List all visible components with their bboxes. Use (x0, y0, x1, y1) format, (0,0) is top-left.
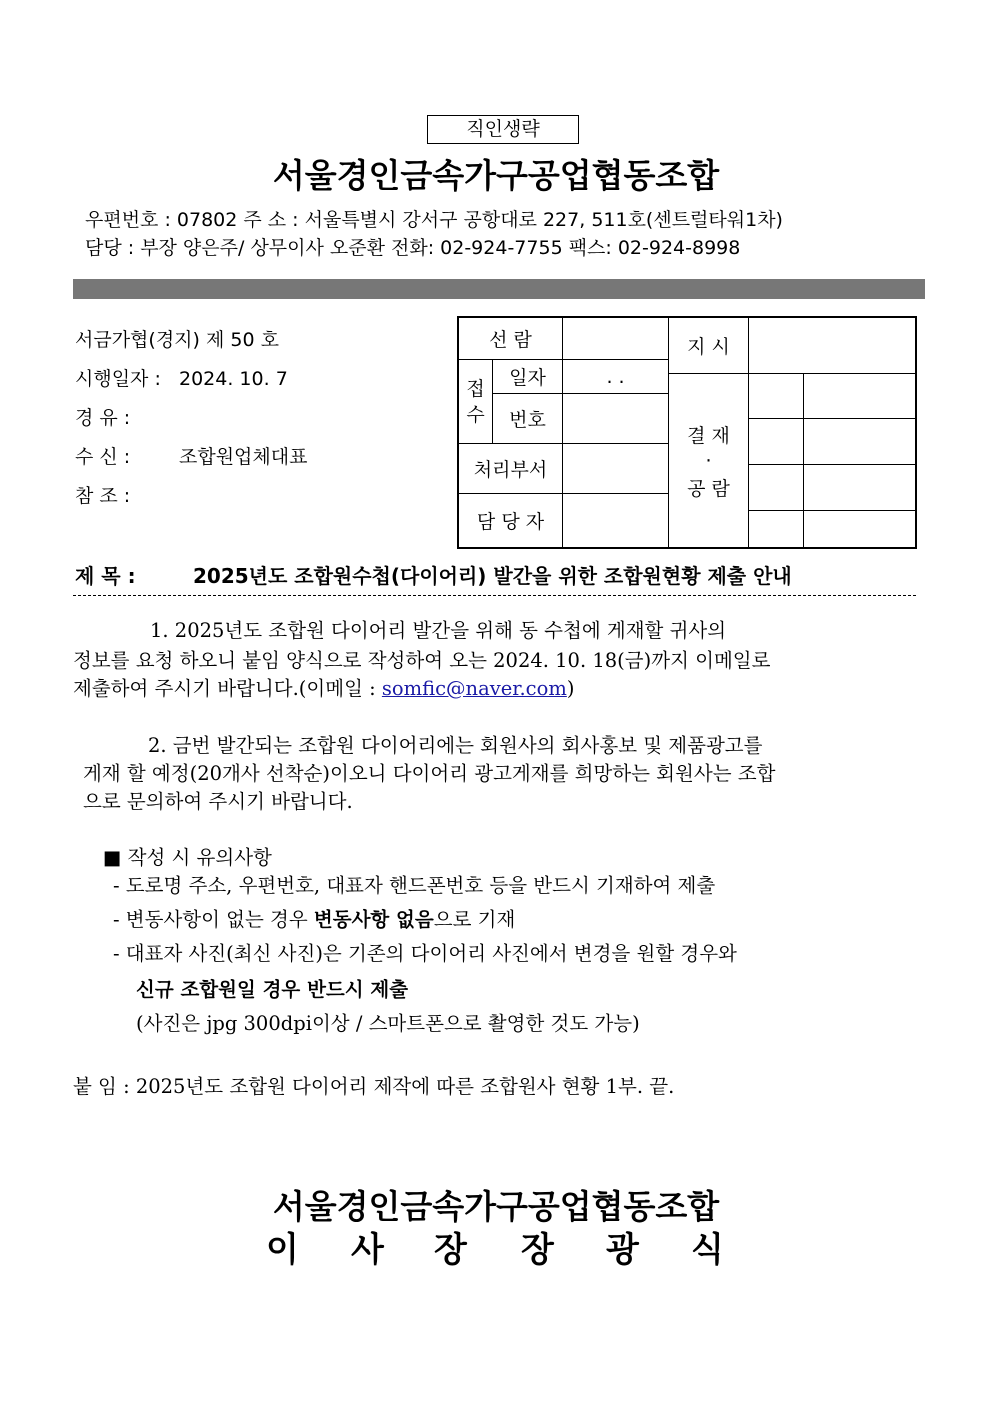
jeopsu-label: 접 수 (459, 360, 493, 444)
paragraph-2-line-1: 2. 금번 발간되는 조합원 다이어리에는 회원사의 회사홍보 및 제품광고를 (148, 734, 763, 757)
damdang-label: 담 당 자 (459, 494, 563, 547)
ceo-char: 사 (351, 1230, 384, 1270)
note-3-paren: (사진은 jpg 300dpi이상 / 스마트폰으로 촬영한 것도 가능) (136, 1012, 640, 1035)
subject-label: 제 목 : (75, 564, 136, 588)
stamp-omitted-box: 직인생략 (427, 115, 579, 144)
damdang-value (563, 494, 669, 547)
paragraph-1-line-1: 1. 2025년도 조합원 다이어리 발간을 위해 동 수첩에 게재할 귀사의 (150, 619, 727, 642)
reference-row (75, 481, 179, 508)
cheori-value (563, 444, 669, 494)
ceo-char: 이 (266, 1230, 299, 1270)
attachment-line: 붙 임 : 2025년도 조합원 다이어리 제작에 따른 조합원사 현황 1부. 끝. (73, 1075, 675, 1098)
beonho-value (563, 394, 669, 444)
sign-cell (804, 419, 915, 465)
beonho-label: 번호 (493, 394, 563, 444)
ceo-char: 식 (691, 1230, 724, 1270)
cheori-label: 처리부서 (459, 444, 563, 494)
postal-address-line: 우편번호 : 07802 주 소 : 서울특별시 강서구 공항대로 227, 511호(센트럴타워1차) (85, 209, 783, 231)
notes-header: ■ 작성 시 유의사항 (103, 846, 272, 869)
sign-cell (804, 511, 915, 547)
sign-cell (804, 374, 915, 419)
dashed-divider (73, 595, 916, 596)
note-2-pre: - 변동사항이 없는 경우 (113, 908, 314, 931)
ceo-char: 장 (434, 1230, 467, 1270)
gyeoljae-dot: · (705, 449, 712, 472)
recipient-value: 조합원업체대표 (179, 446, 308, 468)
paragraph-2-line-3: 으로 문의하여 주시기 바랍니다. (83, 790, 353, 813)
seonram-value (563, 318, 669, 360)
ceo-char: 광 (606, 1230, 639, 1270)
ilja-value: . . (563, 360, 669, 394)
sign-cell (749, 511, 804, 547)
gongram-text: 공 람 (687, 477, 730, 500)
sign-cell (804, 465, 915, 511)
paragraph-1-line-3 (73, 673, 574, 701)
jisi-value (749, 318, 915, 374)
note-2-bold: 변동사항 없음 (313, 908, 434, 931)
paragraph-1-line-3-pre: 제출하여 주시기 바랍니다.(이메일 : (73, 677, 382, 700)
recipient-label: 수 신 : (75, 446, 131, 468)
via-label: 경 유 : (75, 407, 131, 429)
paragraph-1-line-3-post: ) (566, 677, 575, 700)
note-2-post: 으로 기재 (433, 908, 516, 931)
note-3: - 대표자 사진(최신 사진)은 기존의 다이어리 사진에서 변경을 원할 경우와 (113, 942, 737, 965)
via-row (75, 403, 179, 430)
date-label: 시행일자 : (75, 368, 161, 390)
sign-cell (749, 419, 804, 465)
paragraph-2-line-2: 게재 할 예정(20개사 선착순)이오니 다이어리 광고게재를 희망하는 회원사는 조합 (83, 762, 776, 785)
ilja-label: 일자 (493, 360, 563, 394)
org-title: 서울경인금속가구공업협동조합 (272, 156, 720, 195)
subject-line (75, 560, 792, 589)
recipient-row (75, 442, 307, 469)
approval-table (457, 316, 917, 549)
note-2 (113, 904, 515, 932)
contact-line: 담당 : 부장 양은주/ 상무이사 오준환 전화: 02-924-7755 팩스: 02-924-8998 (85, 237, 741, 259)
gyeoljae-label (669, 374, 749, 547)
email-link[interactable]: somfic@naver.com (381, 677, 567, 700)
subject-text: 2025년도 조합원수첩(다이어리) 발간을 위한 조합원현황 제출 안내 (193, 564, 792, 588)
date-value: 2024. 10. 7 (179, 368, 288, 390)
reference-label: 참 조 : (75, 485, 131, 507)
footer-org-name: 서울경인금속가구공업협동조합 (272, 1187, 720, 1226)
ceo-char: 장 (521, 1230, 554, 1270)
gyeoljae-text: 결 재 (687, 424, 730, 447)
sign-cell (749, 374, 804, 419)
date-row (75, 364, 288, 391)
doc-number: 서금가협(경지) 제 50 호 (75, 329, 279, 351)
sign-cell (749, 465, 804, 511)
header-divider-bar (73, 279, 925, 299)
jisi-label: 지 시 (669, 318, 749, 374)
seonram-label: 선 람 (459, 318, 563, 360)
paragraph-1-line-2: 정보를 요청 하오니 붙임 양식으로 작성하여 오는 2024. 10. 18(금)까지 이메일로 (73, 649, 771, 672)
note-1: - 도로명 주소, 우편번호, 대표자 핸드폰번호 등을 반드시 기재하여 제출 (113, 874, 716, 897)
note-3-bold: 신규 조합원일 경우 반드시 제출 (136, 978, 409, 1001)
